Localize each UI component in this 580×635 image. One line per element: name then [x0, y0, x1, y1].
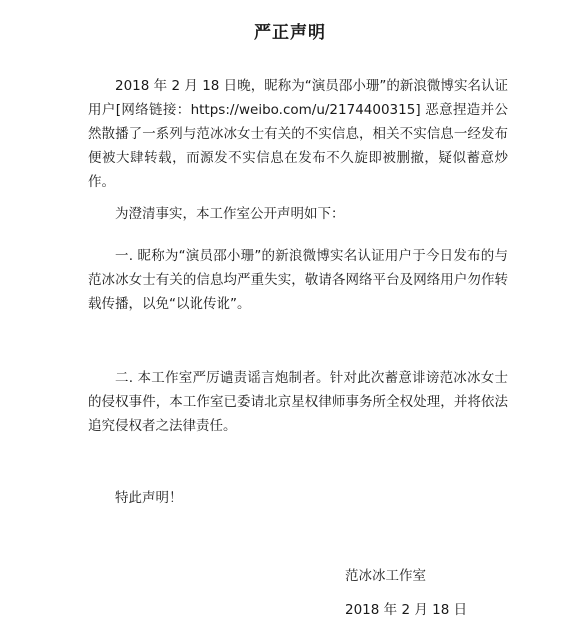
paragraph-point-two: 二. 本工作室严厉谴责谣言炮制者。针对此次蓄意诽谤范冰冰女士的侵权事件，本工作室已委请北京星权律师事务所全权处理，并将依法追究侵权者之法律责任。 [88, 370, 508, 434]
signature-date: 2018 年 2 月 18 日 [345, 602, 468, 618]
paragraph-clarify: 为澄清事实，本工作室公开声明如下： [115, 206, 345, 222]
statement-title: 严正声明 [254, 23, 326, 43]
signature-name: 范冰冰工作室 [345, 568, 426, 584]
paragraph-point-one: 一. 昵称为“演员邵小珊”的新浪微博实名认证用户于今日发布的与范冰冰女士有关的信息均严重失实，敬请各网络平台及网络用户勿作转载传播，以免“以讹传讹”。 [88, 248, 508, 312]
paragraph-intro: 2018 年 2 月 18 日晚，昵称为“演员邵小珊”的新浪微博实名认证用户[网络链接：https://weibo.com/u/2174400315] 恶意捏造并公然散播了一系列与范冰冰女士有关的不实信息，相关不实信息一经发布便被大肆转载，而源发不实信息在发布不久旋即被删撤，疑似蓄意炒作。 [88, 78, 508, 190]
paragraph-closing: 特此声明！ [115, 490, 183, 506]
